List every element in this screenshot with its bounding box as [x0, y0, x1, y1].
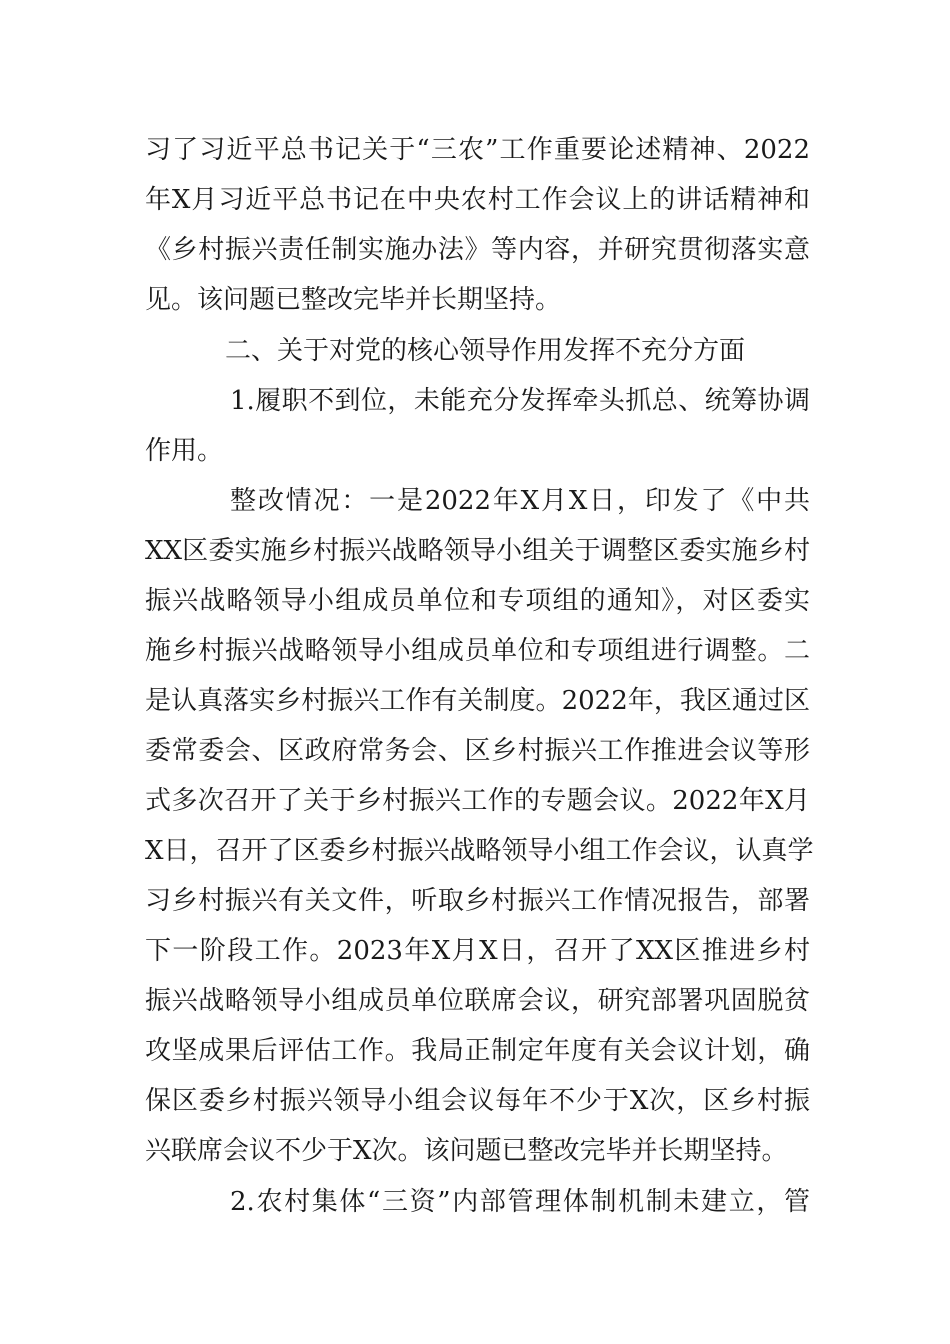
rectification-line-3: 振兴战略领导小组成员单位和专项组的通知》，对区委实 [145, 586, 810, 616]
rectification-line-4: 施乡村振兴战略领导小组成员单位和专项组进行调整。二 [145, 636, 810, 666]
rectification-line-5: 是认真落实乡村振兴工作有关制度。2022年，我区通过区 [145, 686, 810, 716]
item-2-title-line-1: 2.农村集体“三资”内部管理体制机制未建立，管 [230, 1187, 810, 1217]
item-1-title-line-2: 作用。 [145, 436, 224, 466]
rectification-line-1: 整改情况：一是2022年X月X日，印发了《中共 [230, 486, 810, 516]
item-1-title-line-1: 1.履职不到位，未能充分发挥牵头抓总、统筹协调 [230, 386, 810, 416]
rectification-line-8: X日，召开了区委乡村振兴战略领导小组工作会议，认真学 [145, 836, 814, 866]
rectification-line-13: 保区委乡村振兴领导小组会议每年不少于X次，区乡村振 [145, 1086, 810, 1116]
rectification-line-11: 振兴战略领导小组成员单位联席会议，研究部署巩固脱贫 [145, 986, 810, 1016]
rectification-line-6: 委常委会、区政府常务会、区乡村振兴工作推进会议等形 [145, 736, 810, 766]
section-heading: 二、关于对党的核心领导作用发挥不充分方面 [225, 336, 746, 366]
rectification-line-10: 下一阶段工作。2023年X月X日，召开了XX区推进乡村 [145, 936, 810, 966]
rectification-line-7: 式多次召开了关于乡村振兴工作的专题会议。2022年X月 [145, 786, 810, 816]
rectification-line-9: 习乡村振兴有关文件，听取乡村振兴工作情况报告，部署 [145, 886, 810, 916]
rectification-line-12: 攻坚成果后评估工作。我局正制定年度有关会议计划，确 [145, 1036, 810, 1066]
text-line-4: 见。该问题已整改完毕并长期坚持。 [145, 285, 562, 315]
text-line-3: 《乡村振兴责任制实施办法》等内容，并研究贯彻落实意 [145, 235, 810, 265]
text-line-1: 习了习近平总书记关于“三农”工作重要论述精神、2022 [145, 135, 810, 165]
rectification-line-14: 兴联席会议不少于X次。该问题已整改完毕并长期坚持。 [145, 1136, 788, 1166]
text-line-2: 年X月习近平总书记在中央农村工作会议上的讲话精神和 [145, 185, 810, 215]
rectification-line-2: XX区委实施乡村振兴战略领导小组关于调整区委实施乡村 [145, 536, 810, 566]
